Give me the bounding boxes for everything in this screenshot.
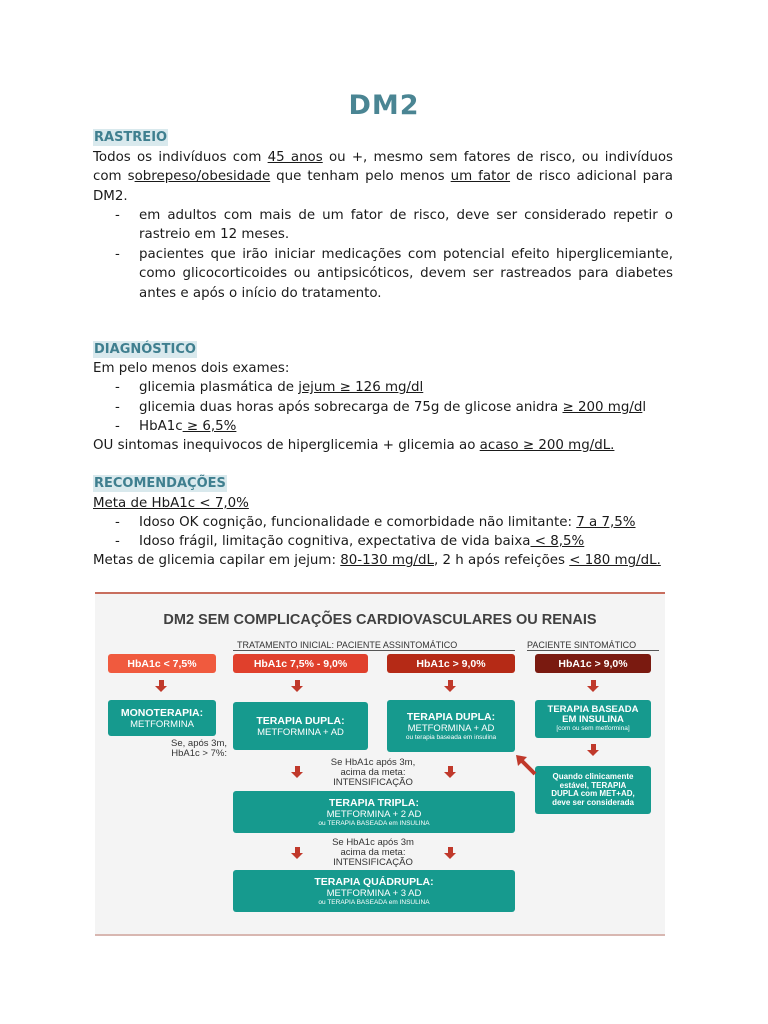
bullet-marker: - [115, 380, 120, 395]
box-terapia-dupla-2: TERAPIA DUPLA: METFORMINA + AD ou terapia baseada em insulina [387, 700, 515, 752]
section-heading-rastreio: RASTREIO [94, 130, 168, 145]
box-terapia-insulina: TERAPIA BASEADA EM INSULINA [com ou sem metformina] [535, 700, 651, 738]
diagnostico-acaso: OU sintomas inequivocos de hiperglicemia + glicemia ao acaso ≥ 200 mg/dL. [93, 438, 615, 453]
box-terapia-tripla: TERAPIA TRIPLA: METFORMINA + 2 AD ou TERAPIA BASEADA em INSULINA [233, 791, 515, 833]
pill-hba1c-7-5-9: HbA1c 7,5% - 9,0% [233, 654, 368, 673]
flowchart-title: DM2 SEM COMPLICAÇÕES CARDIOVASCULARES OU RENAIS [163, 612, 597, 628]
box-quando-estavel: Quando clinicamente estável, TERAPIA DUPLA com MET+AD, deve ser considerada [535, 766, 651, 814]
subheader-assintomatico: TRATAMENTO INICIAL: PACIENTE ASSINTOMÁTICO [237, 640, 458, 650]
rastreio-bullet-2: pacientes que irão iniciar medicações com potencial efeito hiperglicemiante, como glicocorticoides ou antipsicóticos, devem ser rastreados para diabetes antes e após o início do tratamento. [139, 247, 673, 301]
subheader-underline [527, 650, 659, 651]
metas-glicemia-capilar: Metas de glicemia capilar em jejum: 80-130 mg/dL, 2 h após refeições < 180 mg/dL. [93, 553, 661, 568]
bullet-marker: - [115, 515, 120, 530]
bullet-marker: - [115, 247, 120, 262]
bullet-marker: - [115, 208, 120, 223]
bullet-marker: - [115, 419, 120, 434]
recomendacoes-bullet-2: Idoso frágil, limitação cognitiva, expectativa de vida baixa < 8,5% [139, 534, 585, 549]
bullet-marker: - [115, 534, 120, 549]
diagnostico-intro: Em pelo menos dois exames: [93, 361, 290, 376]
recomendacoes-bullet-1: Idoso OK cognição, funcionalidade e comorbidade não limitante: 7 a 7,5% [139, 515, 636, 530]
box-terapia-dupla-1: TERAPIA DUPLA: METFORMINA + AD [233, 702, 368, 750]
pill-hba1c-gt-9-sintomatico: HbA1c > 9,0% [535, 654, 651, 673]
treatment-flowchart [95, 592, 665, 936]
section-heading-recomendacoes: RECOMENDAÇÕES [94, 476, 226, 491]
diagnostico-bullet-2: glicemia duas horas após sobrecarga de 75g de glicose anidra ≥ 200 mg/dl [139, 400, 647, 415]
diagnostico-bullet-3: HbA1c ≥ 6,5% [139, 419, 237, 434]
rastreio-bullet-1: em adultos com mais de um fator de risco, deve ser considerado repetir o rastreio em 12 meses. [139, 208, 673, 243]
pill-hba1c-lt-7-5: HbA1c < 7,5% [108, 654, 216, 673]
meta-hba1c: Meta de HbA1c < 7,0% [93, 496, 249, 511]
bullet-marker: - [115, 400, 120, 415]
subheader-sintomatico: PACIENTE SINTOMÁTICO [527, 640, 637, 650]
section-heading-diagnostico: DIAGNÓSTICO [94, 342, 196, 357]
note-intensificacao-2: Se HbA1c após 3m acima da meta: INTENSIFICAÇÃO [332, 837, 414, 868]
page-title: DM2 [348, 90, 420, 121]
note-monoterapia: Se, após 3m, HbA1c > 7%: [171, 738, 227, 759]
box-terapia-quadrupla: TERAPIA QUÁDRUPLA: METFORMINA + 3 AD ou TERAPIA BASEADA em INSULINA [233, 870, 515, 912]
note-intensificacao-1: Se HbA1c após 3m, acima da meta: INTENSIFICAÇÃO [330, 757, 416, 788]
subheader-underline [233, 650, 515, 651]
rastreio-paragraph: Todos os indivíduos com 45 anos ou +, mesmo sem fatores de risco, ou indivíduos com sobrepeso/obesidade que tenham pelo menos um fator de risco adicional para DM2. [93, 150, 674, 204]
box-monoterapia: MONOTERAPIA: METFORMINA [108, 700, 216, 736]
pill-hba1c-gt-9: HbA1c > 9,0% [387, 654, 515, 673]
arrow-diagonal-icon [515, 754, 537, 778]
diagnostico-bullet-1: glicemia plasmática de jejum ≥ 126 mg/dl [139, 380, 424, 395]
